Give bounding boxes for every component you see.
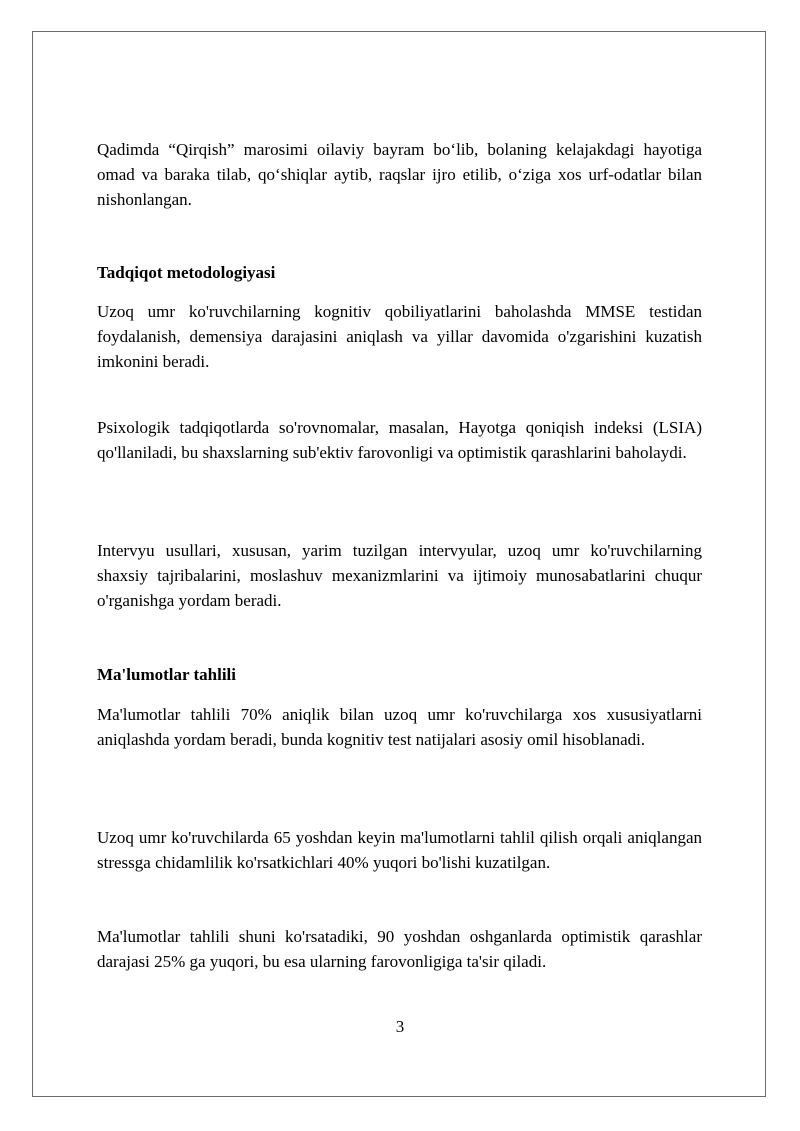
paragraph-lsia: Psixologik tadqiqotlarda so'rovnomalar, masalan, Hayotga qoniqish indeksi (LSIA) qo'llaniladi, bu shaxslarning sub'ektiv farovonligi va optimistik qarashlarini baholaydi. [97, 418, 702, 462]
page-number: 3 [395, 1017, 405, 1036]
paragraph-analysis-accuracy: Ma'lumotlar tahlili 70% aniqlik bilan uzoq umr ko'ruvchilarga xos xususiyatlarni aniqlashda yordam beradi, bunda kognitiv test natijalari asosiy omil hisoblanadi. [97, 705, 702, 749]
heading-methodology: Tadqiqot metodologiyasi [97, 263, 276, 282]
paragraph-optimism: Ma'lumotlar tahlili shuni ko'rsatadiki, 90 yoshdan oshganlarda optimistik qarashlar darajasi 25% ga yuqori, bu esa ularning farovonligiga ta'sir qiladi. [97, 927, 702, 971]
paragraph-stress-resilience: Uzoq umr ko'ruvchilarda 65 yoshdan keyin ma'lumotlarni tahlil qilish orqali aniqlangan stressga chidamlilik ko'rsatkichlari 40% yuqori bo'lishi kuzatilgan. [97, 828, 702, 872]
paragraph-interview: Intervyu usullari, xususan, yarim tuzilgan intervyular, uzoq umr ko'ruvchilarning shaxsiy tajribalarini, moslashuv mexanizmlarini va ijtimoiy munosabatlarini chuqur o'rganishga yordam beradi. [97, 541, 702, 610]
heading-analysis: Ma'lumotlar tahlili [97, 665, 236, 684]
paragraph-qirqish: Qadimda “Qirqish” marosimi oilaviy bayram bo‘lib, bolaning kelajakdagi hayotiga omad va baraka tilab, qo‘shiqlar aytib, raqslar ijro etilib, o‘ziga xos urf-odatlar bilan nishonlangan. [97, 140, 702, 209]
paragraph-mmse: Uzoq umr ko'ruvchilarning kognitiv qobiliyatlarini baholashda MMSE testidan foydalanish, demensiya darajasini aniqlash va yillar davomida o'zgarishini kuzatish imkonini beradi. [97, 302, 702, 371]
